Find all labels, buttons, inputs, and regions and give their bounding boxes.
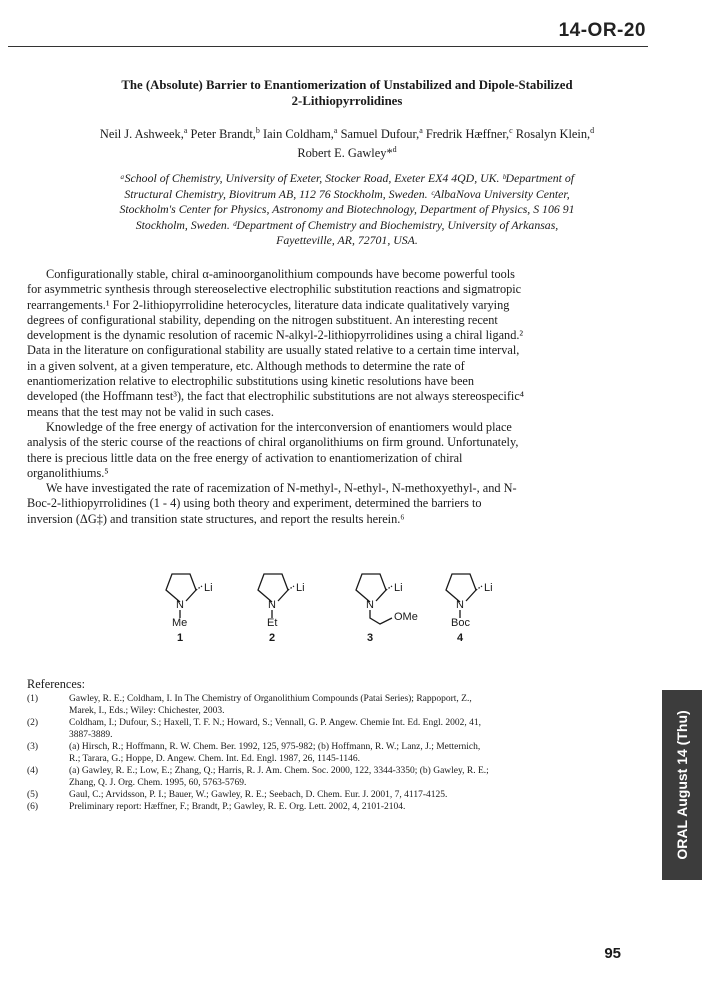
text-line: developed (the Hoffmann test³), the fact that electrophilic substitutions are not always stereospecific⁴ (27, 389, 525, 404)
reference-item (27, 789, 627, 801)
lithium-label: Li (296, 582, 305, 594)
reference-line: (a) Hirsch, R.; Hoffmann, R. W. Chem. Ber. 1992, 125, 975-982; (b) Hoffmann, R. W.; Lanz, J.; Metternich, (69, 742, 481, 752)
text-line: Configurationally stable, chiral α-aminoorganolithium compounds have become powerful tools (46, 267, 515, 281)
compound-number: 3 (367, 632, 374, 644)
compound-number: 4 (457, 632, 464, 644)
ring-nitrogen-label: N (366, 599, 374, 611)
text-line: organolithiums.⁵ (27, 465, 109, 480)
affiliation-line: Structural Chemistry, Biovitrum AB, 112 76 Stockholm, Sweden. ᶜAlbaNova University Center, (124, 186, 570, 201)
text-line: in a given solvent, at a given temperature, etc. Although methods to determine the rate of (27, 358, 465, 373)
author-list (30, 123, 664, 161)
text-line: Boc-2-lithiopyrrolidines (1 - 4) using both theory and experiment, determined the barriers to (27, 496, 482, 511)
abstract-body (27, 267, 654, 527)
lithium-label: Li (204, 582, 213, 594)
text-line: development is the dynamic resolution of racemic N-alkyl-2-lithiopyrrolidines using a chiral ligand.² (27, 328, 524, 343)
ring-nitrogen-label: N (176, 599, 184, 611)
reference-line: Gawley, R. E.; Coldham, I. In The Chemistry of Organolithium Compounds (Patai Series); Rappoport, Z., (69, 694, 472, 704)
reference-line: 3887-3889. (69, 730, 113, 740)
header-rule (8, 46, 648, 47)
reference-line: (a) Gawley, R. E.; Low, E.; Zhang, Q.; Harris, R. J. Am. Chem. Soc. 2000, 122, 3344-3350; (b) Gawley, R. E.; (69, 766, 489, 776)
reference-line: Coldham, I.; Dufour, S.; Haxell, T. F. N.; Howard, S.; Vennall, G. P. Angew. Chemie Int. Ed. Engl. 2002, 41, (69, 718, 481, 728)
compound-number: 2 (269, 632, 276, 644)
paragraph (27, 420, 654, 481)
substituent-label: Et (267, 617, 278, 629)
structure-2-drawing (258, 574, 294, 618)
author: Peter Brandt,$^b$ (187, 126, 260, 142)
text-line: analysis of the steric course of the reactions of chiral organolithiums on firm ground. Unfortunately, (27, 435, 519, 450)
paragraph (27, 481, 654, 527)
lithium-label: Li (394, 582, 403, 594)
page-number: 95 (604, 945, 621, 962)
text-line: enantiomerization relative to electrophilic substitutions using kinetic resolutions have been (27, 374, 475, 389)
reference-item (27, 717, 627, 741)
author: Neil J. Ashweek,$^a$ (99, 126, 188, 142)
text-line: degrees of configurational stability, depending on the nitrogen substituent. An interesting recent (27, 312, 498, 327)
references-heading: References: (27, 677, 86, 691)
session-side-tab (662, 690, 702, 880)
reference-number: (2) (27, 718, 39, 728)
text-line: rearrangements.¹ For 2-lithiopyrrolidine heterocycles, literature data indicate qualitatively varying (27, 297, 510, 312)
structure-4-drawing (446, 574, 482, 618)
text-line: for asymmetric synthesis through stereoselective electrophilic substitution reactions and sigmatropic (27, 282, 522, 297)
pyrrolidine-structures (130, 566, 530, 636)
reference-line: Marek, I., Eds.; Wiley: Chichester, 2003. (69, 706, 225, 716)
paper-title (40, 77, 654, 109)
structure-3-drawing (356, 574, 392, 624)
ring-nitrogen-label: N (456, 599, 464, 611)
ring-nitrogen-label: N (268, 599, 276, 611)
abstract-code: 14-OR-20 (558, 20, 646, 41)
session-label: ORAL August 14 (Thu) (674, 710, 690, 860)
author: Samuel Dufour,$^a$ (337, 126, 423, 142)
substituent-label: Me (172, 617, 188, 629)
text-line: We have investigated the rate of racemization of N-methyl-, N-ethyl-, N-methoxyethyl-, and N- (46, 481, 517, 496)
reference-number: (6) (27, 802, 39, 812)
author-line (30, 142, 664, 161)
reference-line: R.; Tarara, G.; Hoppe, D. Angew. Chem. Int. Ed. Engl. 1987, 26, 1145-1146. (69, 754, 360, 764)
reference-item (27, 801, 627, 813)
affiliations (30, 171, 664, 249)
title-line: 2-Lithiopyrrolidines (291, 94, 403, 108)
reference-line: Gaul, C.; Arvidsson, P. I.; Bauer, W.; Gawley, R. E.; Seebach, D. Chem. Eur. J. 2001, 7, 4117-4125. (69, 790, 448, 800)
reference-line: Zhang, Q. J. Org. Chem. 1995, 60, 5763-5769. (69, 778, 247, 788)
structure-1-drawing (166, 574, 202, 618)
affiliation-line: ᵃSchool of Chemistry, University of Exeter, Stocker Road, Exeter EX4 4QD, UK. ᵇDepartment of (119, 171, 575, 185)
text-line: inversion (ΔG‡) and transition state structures, and report the results herein.⁶ (27, 511, 405, 526)
text-line: there is precious little data on the free energy of activation to enantiomerization of chiral (27, 450, 463, 465)
reference-number: (5) (27, 790, 39, 800)
affiliation-line: Stockholm's Center for Physics, Astronomy and Biotechnology, Department of Physics, S 106 91 (119, 202, 575, 217)
reference-item (27, 741, 627, 765)
lithium-label: Li (484, 582, 493, 594)
author: Fredrik Hæffner,$^c$ (422, 126, 513, 142)
reference-item (27, 693, 627, 717)
reference-number: (4) (27, 766, 39, 776)
title-line: The (Absolute) Barrier to Enantiomerization of Unstabilized and Dipole-Stabilized (121, 78, 573, 92)
substituent-label: Boc (451, 617, 470, 629)
reference-item (27, 765, 627, 789)
text-line: means that the test may not be valid in such cases. (27, 404, 274, 419)
author: Iain Coldham,$^a$ (259, 126, 338, 142)
text-line: Data in the literature on configurational stability are usually stated relative to a certain time interval, (27, 343, 520, 358)
compound-number: 1 (177, 632, 184, 644)
text-line: Knowledge of the free energy of activation for the interconversion of enantiomers would place (46, 419, 512, 434)
paragraph (27, 267, 654, 420)
author-line (30, 123, 664, 142)
reference-list (27, 693, 627, 813)
reference-number: (1) (27, 694, 39, 704)
author: Rosalyn Klein,$^d$ (512, 126, 595, 142)
author: Robert E. Gawley*$^d$ (297, 145, 397, 161)
structure-row (130, 566, 530, 656)
reference-line: Preliminary report: Hæffner, F.; Brandt, P.; Gawley, R. E. Org. Lett. 2002, 4, 2101-2104. (69, 802, 406, 812)
affiliation-line: Stockholm, Sweden. ᵈDepartment of Chemistry and Biochemistry, University of Arkansas, (135, 217, 559, 232)
substituent-label: OMe (394, 611, 418, 623)
reference-number: (3) (27, 742, 39, 752)
affiliation-line: Fayetteville, AR, 72701, USA. (276, 233, 418, 248)
